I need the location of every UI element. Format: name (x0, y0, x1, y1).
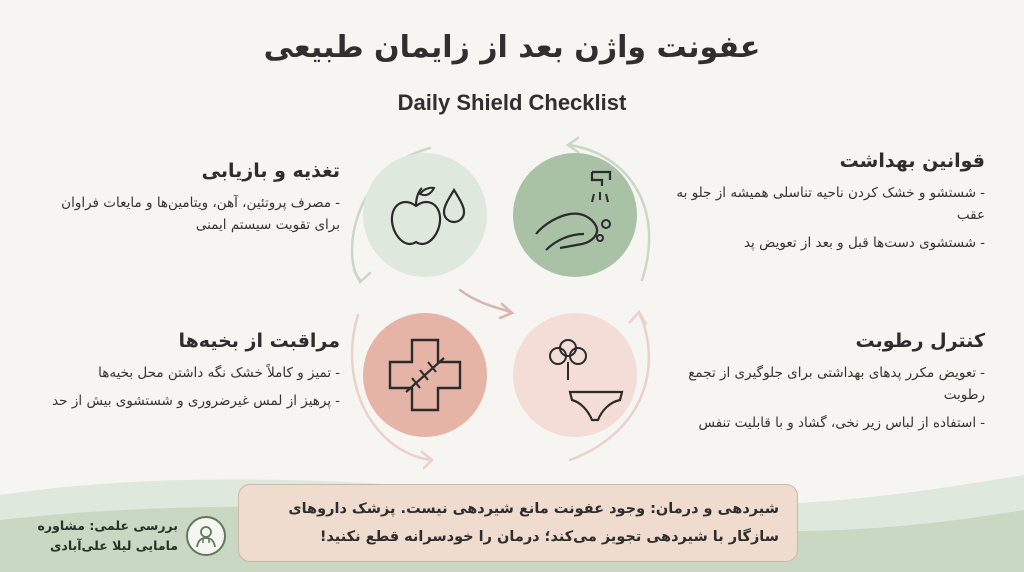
credit-line-1: بررسی علمی: مشاوره (37, 518, 178, 533)
credit-line-2: مامایی لیلا علی‌آبادی (49, 538, 178, 553)
credit-text (18, 516, 178, 556)
list-item: -استفاده از لباس زیر نخی، گشاد و با قابلیت تنفس (698, 415, 985, 431)
list-item: -مصرف پروتئین، آهن، ویتامین‌ها و مایعات فراوان برای تقویت سیستم ایمنی (61, 195, 340, 233)
arrow-center (460, 290, 510, 312)
list-item: -پرهیز از لمس غیرضروری و شستشوی بیش از حد (52, 393, 340, 409)
hand-washing-icon (513, 153, 637, 277)
stitches-section (40, 330, 340, 418)
cycle-graphic (330, 130, 670, 470)
page-title: عفونت واژن بعد از زایمان طبیعی (263, 30, 761, 65)
arrowhead (630, 312, 646, 324)
nutrition-heading: تغذیه و بازیابی (201, 160, 340, 182)
moisture-list (660, 362, 985, 434)
stitches-heading: مراقبت از بخیه‌ها (178, 330, 340, 352)
breastfeeding-callout (238, 484, 798, 562)
nutrition-list (40, 192, 340, 236)
moisture-section (660, 330, 985, 440)
midwife-avatar-icon (186, 516, 226, 556)
list-item: -شستشو و خشک کردن ناحیه تناسلی همیشه از جلو به عقب (676, 185, 985, 223)
stitches-list (40, 362, 340, 412)
hygiene-heading: قوانین بهداشت (839, 150, 985, 172)
moisture-heading: کنترل رطوبت (855, 330, 985, 352)
cotton-and-underwear-icon (513, 313, 637, 437)
hygiene-list (660, 182, 985, 254)
stitched-cross-icon (363, 313, 487, 437)
list-item: -تمیز و کاملاً خشک نگه داشتن محل بخیه‌ها (98, 365, 340, 381)
hygiene-section (660, 150, 985, 260)
callout-text: شیردهی و درمان: وجود عفونت مانع شیردهی نیست. پزشک داروهای سازگار با شیردهی تجویز می‌کند؛ درمان را خودسرانه قطع نکنید! (288, 501, 779, 545)
list-item: -شستشوی دست‌ها قبل و بعد از تعویض پد (743, 235, 985, 251)
nutrition-section (40, 160, 340, 242)
page-subtitle: Daily Shield Checklist (397, 90, 627, 115)
apple-and-drop-icon (363, 153, 487, 277)
list-item: -تعویض مکرر پدهای بهداشتی برای جلوگیری از تجمع رطوبت (688, 365, 985, 403)
credit-box (18, 512, 233, 560)
